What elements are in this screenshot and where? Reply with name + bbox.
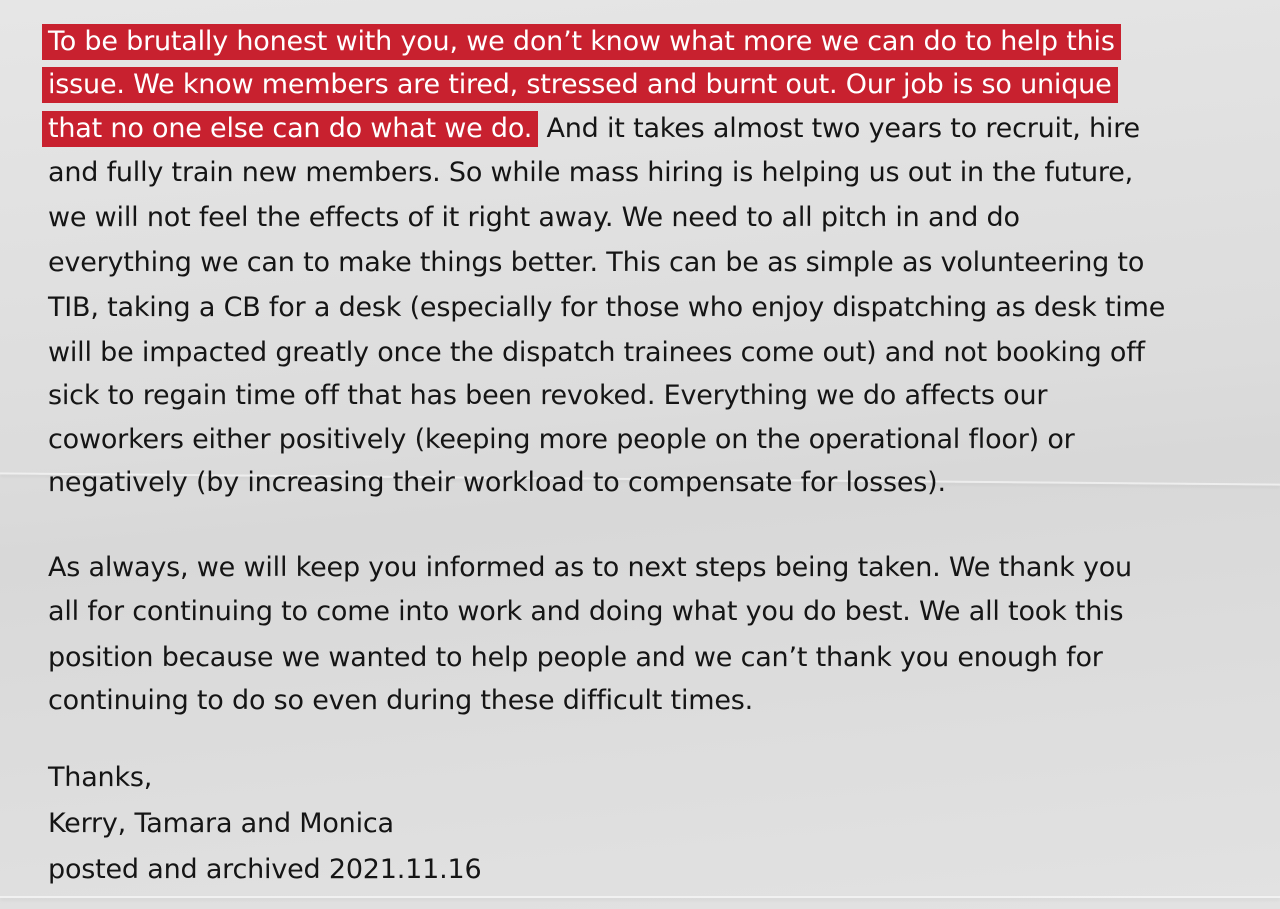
body-line: TIB, taking a CB for a desk (especially for those who enjoy dispatching as desk time [48,292,1166,323]
body-line: coworkers either positively (keeping more people on the operational floor) or [48,424,1075,455]
highlight-text: that no one else can do what we do. [42,111,538,147]
body-line: As always, we will keep you informed as to next steps being taken. We thank you [48,552,1132,583]
body-line: everything we can to make things better. This can be as simple as volunteering to [48,247,1145,278]
body-line: position because we wanted to help people and we can’t thank you enough for [48,642,1103,673]
body-line: sick to regain time off that has been revoked. Everything we do affects our [48,380,1048,411]
body-line: will be impacted greatly once the dispatch trainees come out) and not booking off [48,337,1145,368]
posted-date-line: posted and archived 2021.11.16 [48,854,482,885]
highlighted-line-2 [42,67,1118,103]
body-line: all for continuing to come into work and doing what you do best. We all took this [48,596,1124,627]
highlight-text: issue. We know members are tired, stressed and burnt out. Our job is so unique [42,67,1118,103]
mixed-line-3 [42,111,1140,147]
signers-line: Kerry, Tamara and Monica [48,808,394,839]
body-line: we will not feel the effects of it right away. We need to all pitch in and do [48,202,1020,233]
body-line: and fully train new members. So while mass hiring is helping us out in the future, [48,157,1134,188]
highlighted-line-1 [42,24,1121,60]
highlight-text: To be brutally honest with you, we don’t know what more we can do to help this [42,24,1121,60]
body-line: continuing to do so even during these difficult times. [48,685,754,716]
body-line: negatively (by increasing their workload to compensate for losses). [48,467,946,498]
closing-line: Thanks, [48,762,153,793]
body-text: And it takes almost two years to recruit, hire [538,113,1140,144]
